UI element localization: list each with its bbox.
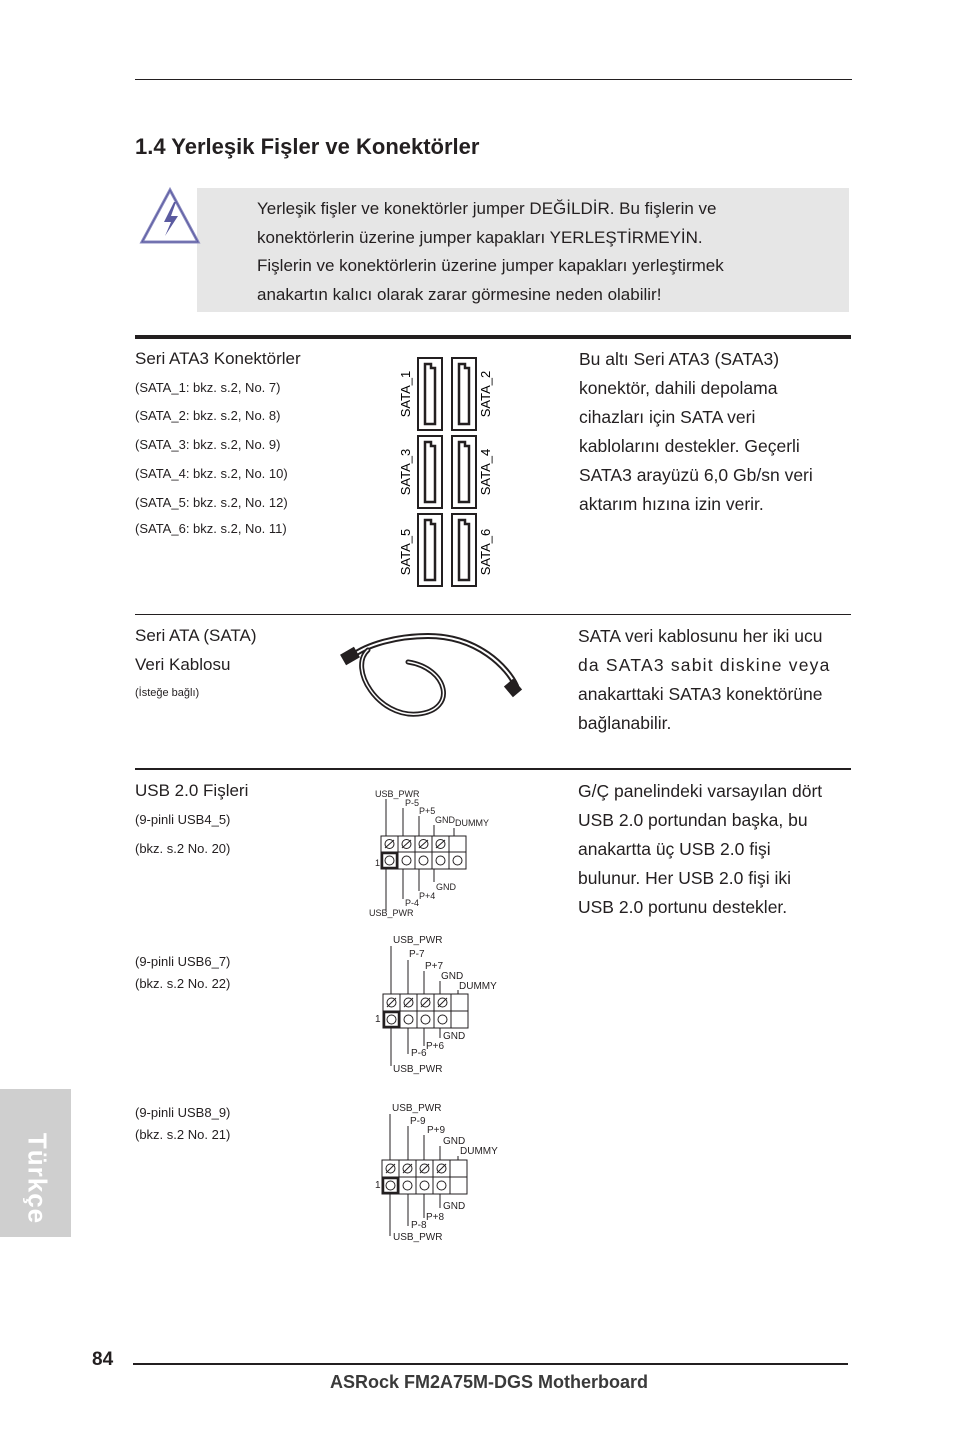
pin-label: USB_PWR — [392, 1103, 442, 1114]
pin-label: GND — [443, 1031, 466, 1042]
sata-description — [579, 345, 819, 519]
usb-header-name: (9-pinli USB8_9) — [135, 1105, 231, 1120]
pin-label: P-7 — [409, 949, 425, 960]
desc-line: USB 2.0 portundan başka, bu — [578, 810, 808, 830]
sata-port-6 — [452, 514, 476, 586]
sata-ref: (SATA_4: bkz. s.2, No. 10) — [135, 466, 288, 481]
usb-header-ref: (bkz. s.2 No. 21) — [135, 1127, 231, 1142]
pin-label: GND — [441, 971, 464, 982]
sata-port-3 — [418, 436, 442, 508]
desc-line: konektör, dahili depolama — [579, 378, 778, 398]
cable-description — [578, 622, 848, 738]
pin-label: GND — [443, 1136, 466, 1147]
usb4-5-header-diagram — [366, 786, 506, 920]
sata-port-4 — [452, 436, 476, 508]
footer-rule — [133, 1363, 848, 1365]
sata-port-label: SATA_3 — [398, 448, 413, 496]
usb6-7-header-diagram — [366, 928, 506, 1076]
desc-line: aktarım hızına izin verir. — [579, 494, 764, 514]
pin-label: P-5 — [405, 798, 420, 808]
sata-port-2 — [452, 358, 476, 430]
desc-line: da SATA3 sabit diskine veya — [578, 655, 831, 675]
divider — [135, 768, 851, 770]
pin-label: USB_PWR — [393, 935, 443, 946]
section-title: 1.4 Yerleşik Fişler ve Konektörler — [135, 134, 480, 159]
cable-note: (İsteğe bağlı) — [135, 687, 200, 699]
pin1-marker: 1 — [375, 1180, 381, 1191]
cable-title: Seri ATA (SATA) — [135, 626, 257, 645]
pin-label: GND — [435, 815, 455, 825]
desc-line: G/Ç panelindeki varsayılan dört — [578, 781, 823, 801]
language-label: Türkçe — [22, 1132, 53, 1225]
thick-divider — [135, 335, 851, 339]
divider — [135, 614, 851, 615]
desc-line: SATA veri kablosunu her iki ucu — [578, 626, 823, 646]
desc-line: anakartta üç USB 2.0 fişi — [578, 839, 771, 859]
sata-cable-illustration — [338, 628, 528, 720]
sata-port-label: SATA_1 — [398, 370, 413, 418]
pin-label: P+6 — [426, 1041, 445, 1052]
usb-description — [578, 777, 850, 922]
sata-ref: (SATA_3: bkz. s.2, No. 9) — [135, 437, 281, 452]
sata-ref: (SATA_2: bkz. s.2, No. 8) — [135, 408, 281, 423]
top-rule — [135, 79, 852, 80]
usb-title: USB 2.0 Fişleri — [135, 781, 249, 800]
warning-text — [257, 195, 784, 309]
sata-ref: (SATA_1: bkz. s.2, No. 7) — [135, 380, 281, 395]
cable-title: Veri Kablosu — [135, 655, 231, 674]
sata-port-label: SATA_2 — [478, 370, 493, 418]
warning-line: anakartın kalıcı olarak zarar görmesine neden olabilir! — [257, 284, 662, 304]
warning-line: Fişlerin ve konektörlerin üzerine jumper kapakları yerleştirmek — [257, 256, 724, 275]
footer-product: ASRock FM2A75M-DGS Motherboard — [330, 1372, 649, 1392]
desc-line: USB 2.0 portunu destekler. — [578, 897, 788, 917]
usb-header-ref: (bkz. s.2 No. 20) — [135, 841, 231, 856]
pin-label: P-9 — [410, 1116, 426, 1127]
desc-line: Bu altı Seri ATA3 (SATA3) — [579, 349, 780, 369]
pin-label: P+8 — [426, 1212, 445, 1223]
warning-line: Yerleşik fişler ve konektörler jumper DEĞİLDİR. Bu fişlerin ve — [257, 199, 717, 218]
desc-line: bağlanabilir. — [578, 713, 672, 733]
usb-header-ref: (bkz. s.2 No. 22) — [135, 976, 231, 991]
pin-label: P-6 — [411, 1048, 427, 1059]
sata-title: Seri ATA3 Konektörler — [135, 349, 301, 368]
pin-label: P-8 — [411, 1220, 427, 1231]
pin-label: P+5 — [419, 806, 436, 816]
sata-ref: (SATA_5: bkz. s.2, No. 12) — [135, 495, 288, 510]
sata-port-label: SATA_5 — [398, 528, 413, 576]
desc-line: cihazları için SATA veri — [579, 407, 756, 427]
usb8-9-header-diagram — [366, 1098, 506, 1246]
pin-label: P+9 — [427, 1125, 446, 1136]
pin-label: DUMMY — [460, 1146, 498, 1157]
sata-port-1 — [418, 358, 442, 430]
usb-header-name: (9-pinli USB4_5) — [135, 812, 231, 827]
desc-line: anakarttaki SATA3 konektörüne — [578, 684, 823, 704]
sata-port-label: SATA_6 — [478, 528, 493, 576]
sata-port-label: SATA_4 — [478, 448, 493, 496]
pin1-marker: 1 — [375, 858, 381, 868]
desc-line: bulunur. Her USB 2.0 fişi iki — [578, 868, 792, 888]
pin-label: P+7 — [425, 961, 444, 972]
pin-label: USB_PWR — [393, 1064, 443, 1075]
sata-ref: (SATA_6: bkz. s.2, No. 11) — [135, 521, 287, 536]
usb-header-name: (9-pinli USB6_7) — [135, 954, 231, 969]
warning-lightning-icon — [138, 186, 202, 248]
pin-label: USB_PWR — [369, 908, 414, 918]
pin-label: DUMMY — [459, 981, 497, 992]
pin-label: P+4 — [419, 891, 436, 901]
pin-label: GND — [436, 882, 456, 892]
warning-line: konektörlerin üzerine jumper kapakları YERLEŞTİRMEYİN. — [257, 227, 703, 247]
sata-port-5 — [418, 514, 442, 586]
page-number: 84 — [92, 1349, 114, 1370]
pin-label: USB_PWR — [375, 789, 420, 799]
pin-label: USB_PWR — [393, 1232, 443, 1243]
desc-line: kablolarını destekler. Geçerli — [579, 436, 800, 456]
pin1-marker: 1 — [375, 1014, 381, 1025]
sata-connectors-diagram — [390, 352, 505, 592]
pin-label: P-4 — [405, 898, 420, 908]
desc-line: SATA3 arayüzü 6,0 Gb/sn veri — [579, 465, 813, 485]
pin-label: GND — [443, 1201, 466, 1212]
pin-label: DUMMY — [455, 818, 489, 828]
